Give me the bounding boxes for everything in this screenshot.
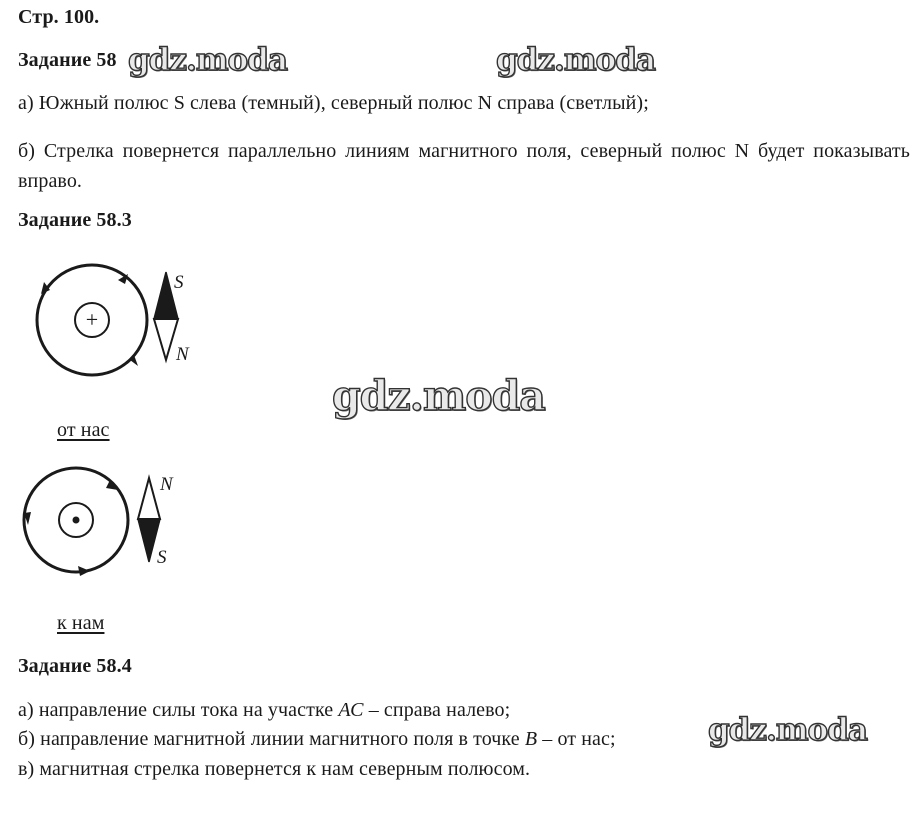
figure-current-away <box>30 262 210 392</box>
point-b: В <box>524 728 538 750</box>
current-toward-dot <box>73 517 80 524</box>
needle-label-s: S <box>174 272 184 293</box>
task-58-3-heading: Задание 58.3 <box>18 209 132 231</box>
watermark-logo: gdz.moda <box>708 712 867 748</box>
task-58-4-line-c: в) магнитная стрелка повернется к нам северным полюсом. <box>18 758 531 780</box>
needle-light-half <box>138 478 160 519</box>
task-58-2-line-a: а) Южный полюс S слева (темный), северный полюс N справа (светлый); <box>18 92 649 114</box>
watermark-logo: gdz.moda <box>332 372 545 420</box>
line-a-text: а) направление силы тока на участке <box>18 699 339 721</box>
line-a-end: – справа налево; <box>363 699 511 721</box>
watermark-logo: gdz.moda <box>128 42 287 78</box>
current-away-symbol: + <box>85 307 99 332</box>
line-b-text: б) направление магнитной линии магнитного поля в точке <box>18 728 525 750</box>
field-arrow-icon <box>78 566 90 576</box>
needle-label-n: N <box>160 474 173 495</box>
task-58-4-heading: Задание 58.4 <box>18 655 132 677</box>
page-label: Стр. 100. <box>18 6 100 28</box>
task-58-2-heading: Задание 58 <box>18 49 117 71</box>
needle-label-n: N <box>176 344 189 365</box>
caption-toward: к нам <box>57 612 105 634</box>
needle-light-half <box>154 319 178 360</box>
line-b-end: – от нас; <box>537 728 616 750</box>
wire-circle <box>59 503 93 537</box>
caption-away: от нас <box>57 419 110 441</box>
watermark-logo: gdz.moda <box>496 42 655 78</box>
task-58-4-line-b <box>18 728 616 751</box>
segment-ac: АС <box>338 699 364 721</box>
task-58-2-line-b: б) Стрелка повернется параллельно линиям магнитного поля, северный полюс N будет показывать вправо. <box>18 140 910 192</box>
task-58-4-line-a <box>18 699 510 722</box>
figure-current-toward <box>20 468 200 598</box>
needle-label-s: S <box>157 547 167 568</box>
